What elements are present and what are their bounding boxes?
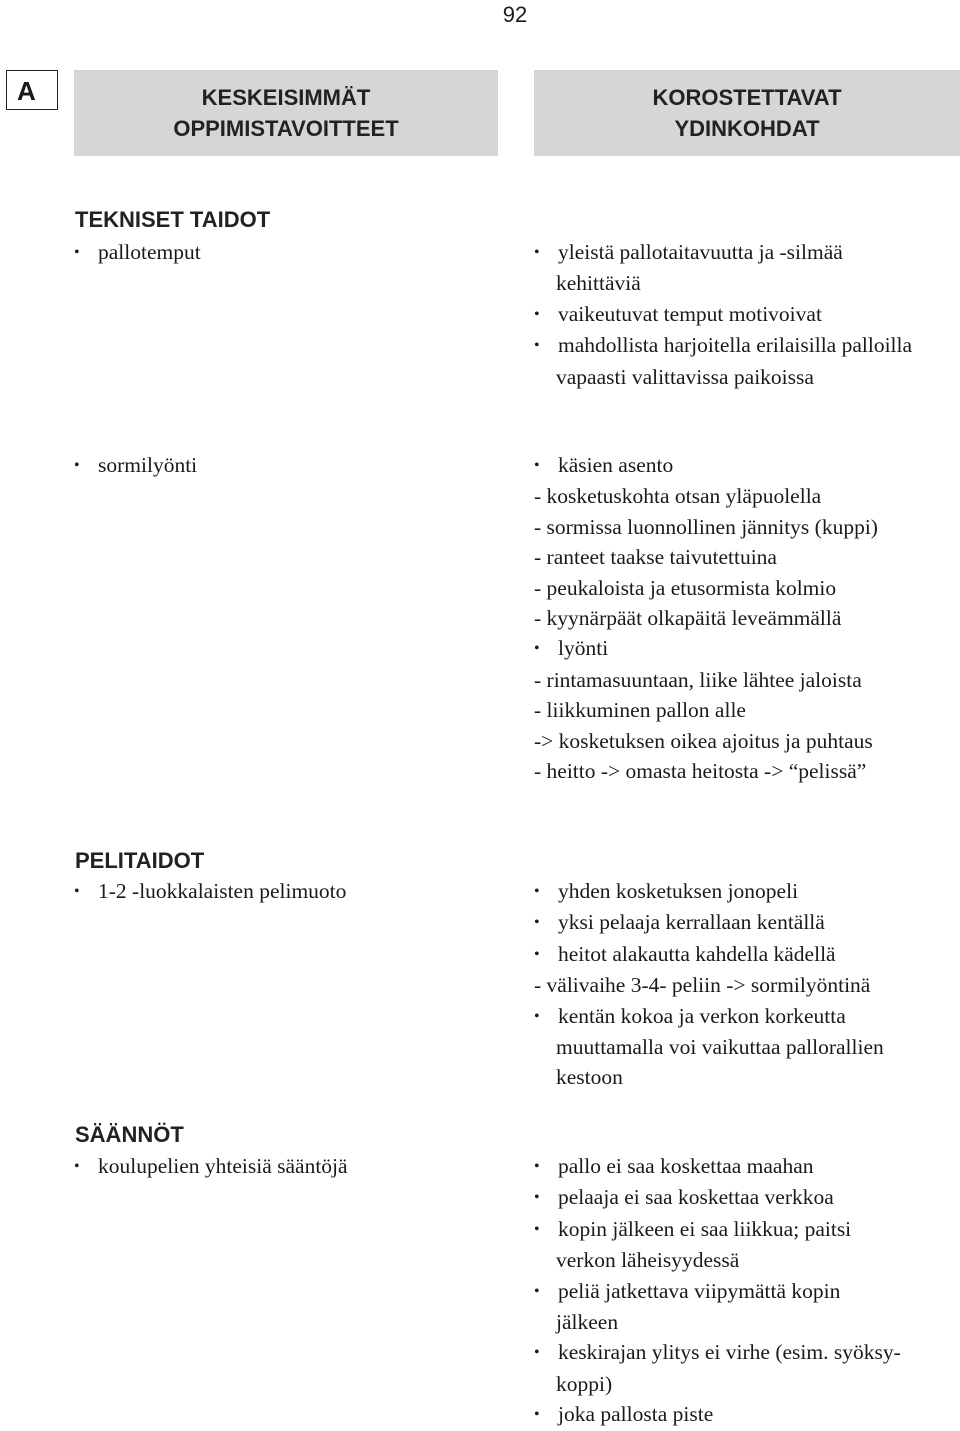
list-item-continuation: muuttamalla voi vaikuttaa pallorallien (556, 1035, 884, 1060)
left-item-text: sormilyönti (98, 453, 198, 477)
right-list (534, 1151, 901, 1431)
bullet-icon: • (534, 1220, 540, 1238)
bullet-icon: • (74, 457, 80, 474)
list-subitem: - rintamasuuntaan, liike lähtee jaloista (534, 667, 862, 692)
list-item: • käsien asento (534, 450, 878, 481)
bullet-icon: • (534, 1406, 540, 1424)
bullet-icon: • (534, 914, 540, 932)
list-subitem: - kyynärpäät olkapäitä leveämmällä (534, 606, 842, 631)
list-subitem: - ranteet taakse taivutettuina (534, 545, 777, 570)
header-right-line-1: KOROSTETTAVAT (652, 85, 842, 110)
bullet-icon: • (534, 457, 540, 474)
section-title: PELITAIDOT (75, 848, 205, 873)
bullet-icon: • (74, 883, 80, 900)
list-item: • pallo ei saa koskettaa maahan (534, 1151, 901, 1182)
list-item: • pelaaja ei saa koskettaa verkkoa (534, 1182, 901, 1213)
list-subitem: - kosketuskohta otsan yläpuolella (534, 484, 822, 509)
section-letter-box: A (6, 70, 58, 110)
list-item-continuation: kestoon (556, 1065, 623, 1090)
bullet-icon: • (534, 883, 540, 900)
right-list (534, 450, 878, 786)
right-list (534, 876, 884, 1093)
list-item-continuation: vapaasti valittavissa paikoissa (556, 364, 814, 389)
bullet-icon: • (534, 1158, 540, 1175)
left-item-text: pallotemput (98, 240, 201, 264)
bullet-icon: • (534, 1282, 540, 1300)
header-right-box (534, 70, 960, 156)
list-item: • vaikeutuvat temput motivoivat (534, 299, 912, 330)
header-left-line-1: KESKEISIMMÄT (201, 85, 371, 110)
section-title: SÄÄNNÖT (75, 1122, 184, 1147)
list-item: • yleistä pallotaitavuutta ja -silmää (534, 237, 912, 268)
left-item-text: 1-2 -luokkalaisten pelimuoto (98, 879, 347, 903)
left-item (74, 237, 201, 268)
bullet-icon: • (534, 945, 540, 963)
list-item-continuation: kehittäviä (556, 271, 641, 296)
list-subitem: -> kosketuksen oikea ajoitus ja puhtaus (534, 728, 873, 753)
list-item: • keskirajan ylitys ei virhe (esim. syöksy- (534, 1337, 901, 1368)
list-item: • yksi pelaaja kerrallaan kentällä (534, 907, 884, 938)
header-left-line-2: OPPIMISTAVOITTEET (173, 116, 399, 141)
header-right-line-2: YDINKOHDAT (674, 116, 820, 141)
list-item: • joka pallosta piste (534, 1399, 901, 1430)
bullet-icon: • (534, 1189, 540, 1207)
list-subitem: - sormissa luonnollinen jännitys (kuppi) (534, 514, 878, 539)
list-subitem: - peukaloista ja etusormista kolmio (534, 575, 837, 600)
bullet-icon: • (534, 1007, 540, 1025)
bullet-icon: • (74, 244, 80, 261)
list-item: • peliä jatkettava viipymättä kopin (534, 1276, 901, 1307)
left-item (74, 1151, 348, 1182)
bullet-icon: • (534, 305, 540, 323)
list-item: • kentän kokoa ja verkon korkeutta (534, 1001, 884, 1032)
bullet-icon: • (534, 1344, 540, 1362)
list-item: • lyönti (534, 633, 878, 664)
list-item: • mahdollista harjoitella erilaisilla palloilla (534, 330, 912, 361)
list-item-continuation: jälkeen (556, 1310, 619, 1335)
list-subitem: - liikkuminen pallon alle (534, 698, 746, 723)
left-item-text: koulupelien yhteisiä sääntöjä (98, 1154, 348, 1178)
bullet-icon: • (534, 244, 540, 261)
header-left-box (74, 70, 498, 156)
list-item-continuation: verkon läheisyydessä (556, 1248, 740, 1273)
left-item (74, 876, 346, 907)
list-subitem: - välivaihe 3-4- peliin -> sormilyöntinä (534, 973, 871, 998)
section-title: TEKNISET TAIDOT (75, 207, 271, 232)
list-item: • heitot alakautta kahdella kädellä (534, 939, 884, 970)
list-item-continuation: koppi) (556, 1371, 613, 1396)
list-item: • kopin jälkeen ei saa liikkua; paitsi (534, 1214, 901, 1245)
bullet-icon: • (534, 337, 540, 355)
bullet-icon: • (74, 1158, 80, 1175)
list-item: • yhden kosketuksen jonopeli (534, 876, 884, 907)
right-list (534, 237, 912, 392)
left-item (74, 450, 197, 481)
page-number: 92 (502, 2, 528, 27)
list-subitem: - heitto -> omasta heitosta -> “pelissä” (534, 759, 867, 784)
bullet-icon: • (534, 640, 540, 658)
